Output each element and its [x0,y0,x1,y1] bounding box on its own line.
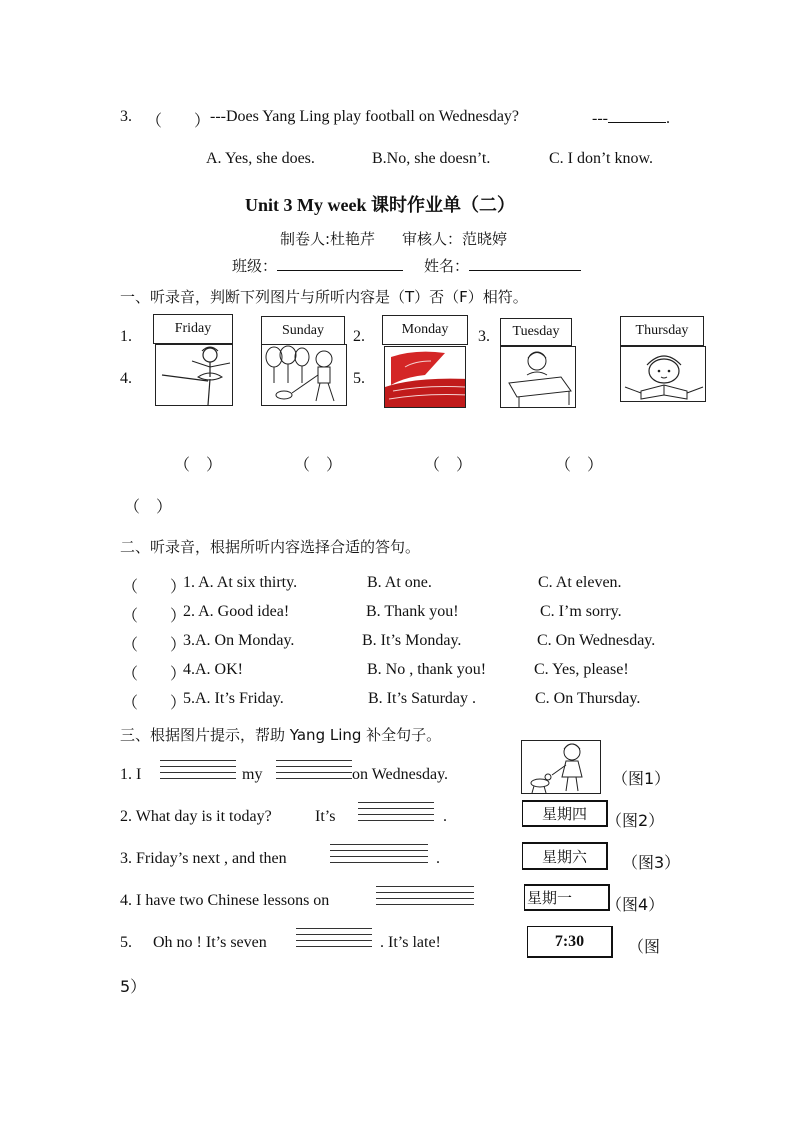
prev-q3-answer-paren[interactable]: （ ） [146,111,211,130]
s3-box-thursday-text: 星期四 [541,805,587,823]
s2-q5-option-a[interactable]: 5.A. It’s Friday. [183,690,284,707]
s3-sentence2-period: . [443,808,447,825]
s2-q4-option-c[interactable]: C. Yes, please! [534,661,629,678]
s3-sentence4-blank[interactable] [376,886,474,910]
label-box-monday [382,315,468,345]
prev-q3-option-a[interactable]: A. Yes, she does. [206,150,315,167]
s3-sentence5-end: . It’s late! [380,934,441,951]
label-friday: Friday [174,321,212,336]
s2-q4-option-a[interactable]: 4.A. OK! [183,661,243,678]
name-field[interactable] [424,255,581,276]
s3-sentence3-period: . [436,850,440,867]
s1-answer-2[interactable]: （ ） [294,455,343,474]
picture-reading-girl [620,346,706,402]
s3-sentence2-blank[interactable] [358,802,434,826]
label-box-tuesday [500,318,572,346]
s3-sentence3-start: 3. Friday’s next , and then [120,850,287,867]
s3-figure3-label: （图3） [622,853,681,872]
class-label: 班级： [232,257,278,275]
reading-girl-icon [621,347,706,402]
prev-q3-period: . [665,110,670,127]
label-thursday: Thursday [635,323,689,338]
s3-sentence1-end: on Wednesday. [352,766,449,783]
s2-q2-option-c[interactable]: C. I’m sorry. [540,603,622,620]
picture-running-track [384,346,466,408]
s3-box-thursday [522,800,608,827]
s3-box-monday [524,884,610,911]
s3-box-time-text: 7:30 [554,932,585,950]
park-walk-icon [262,345,347,406]
class-underline [277,256,403,271]
s2-q1-option-b[interactable]: B. At one. [367,574,432,591]
prev-q3-option-b[interactable]: B.No, she doesn’t. [372,150,491,167]
reviewer-label: 审核人：范晓婷 [402,230,508,248]
maker-label: 制卷人:杜艳芹 [280,230,376,248]
s2-q5-paren[interactable]: （ ） [122,693,187,712]
section1-heading: 一、听录音，判断下列图片与所听内容是（T）否（F）相符。 [120,288,528,306]
prev-q3-option-c[interactable]: C. I don’t know. [549,150,653,167]
s3-sentence5-blank[interactable] [296,928,372,952]
s2-q1-paren[interactable]: （ ） [122,577,187,596]
label-tuesday: Tuesday [512,324,560,339]
s1-answer-3[interactable]: （ ） [424,455,473,474]
s3-sentence4-start: 4. I have two Chinese lessons on [120,892,330,909]
s2-q3-option-a[interactable]: 3.A. On Monday. [183,632,295,649]
s3-figure1-label: （图1） [612,769,671,788]
s3-sentence1-start: 1. I [120,766,142,783]
s1-number-2: 2. [353,328,365,345]
s2-q1-option-c[interactable]: C. At eleven. [538,574,622,591]
page-title: Unit 3 My week 课时作业单（二） [245,195,515,215]
s1-answer-5[interactable]: （ ） [124,497,173,516]
s2-q3-paren[interactable]: （ ） [122,635,187,654]
s3-figure2-label: （图2） [606,811,665,830]
picture-girl-walking-dog [521,740,601,794]
picture-park-walk [261,344,347,406]
label-sunday: Sunday [282,323,324,338]
s2-q3-option-c[interactable]: C. On Wednesday. [537,632,656,649]
s3-figure5-label: （图 [628,937,661,956]
s2-q5-option-b[interactable]: B. It’s Saturday . [368,690,476,707]
label-box-sunday [261,316,345,346]
prev-q3-underline [608,108,666,123]
s3-box-monday-text: 星期一 [527,889,573,907]
s2-q1-option-a[interactable]: 1. A. At six thirty. [183,574,298,591]
label-box-friday [153,314,233,344]
s1-number-3: 3. [478,328,490,345]
prev-q3-answer-blank[interactable] [592,108,670,128]
s3-sentence1-blank1[interactable] [160,760,236,784]
s1-answer-1[interactable]: （ ） [174,455,223,474]
s3-sentence1-mid: my [242,766,263,783]
s3-sentence5-number: 5. [120,934,132,951]
prev-q3-question: ---Does Yang Ling play football on Wednesday? [210,108,520,125]
s3-figure4-label: （图4） [606,895,665,914]
name-underline [469,256,581,271]
s3-box-time [527,926,613,958]
s3-sentence2-start: 2. What day is it today? [120,808,272,825]
s1-number-5: 5. [353,370,365,387]
s1-number-4: 4. [120,370,132,387]
s3-sentence2-its: It’s [315,808,336,825]
label-monday: Monday [401,322,449,337]
running-track-icon [385,347,466,408]
section2-heading: 二、听录音，根据所听内容选择合适的答句。 [120,538,421,556]
s2-q5-option-c[interactable]: C. On Thursday. [535,690,641,707]
name-label: 姓名： [424,257,470,275]
label-box-thursday [620,316,704,346]
s2-q4-paren[interactable]: （ ） [122,664,187,683]
picture-ballet-girl [155,344,233,406]
picture-desk-boy [500,346,576,408]
ballet-girl-icon [156,345,233,406]
s3-box-saturday-text: 星期六 [541,847,587,866]
prev-q3-number: 3. [120,108,132,125]
s3-figure5-label-wrap: 5） [120,977,147,996]
s1-number-1: 1. [120,328,132,345]
s2-q4-option-b[interactable]: B. No , thank you! [367,661,487,678]
s2-q2-paren[interactable]: （ ） [122,606,187,625]
section3-heading: 三、根据图片提示，帮助 Yang Ling 补全句子。 [120,726,442,744]
girl-walking-dog-icon [522,741,601,794]
s2-q2-option-a[interactable]: 2. A. Good idea! [183,603,290,620]
s2-q3-option-b[interactable]: B. It’s Monday. [362,632,462,649]
s1-answer-4[interactable]: （ ） [555,455,604,474]
desk-boy-icon [501,347,576,408]
s2-q2-option-b[interactable]: B. Thank you! [366,603,459,620]
s3-box-saturday [522,842,608,870]
s3-sentence5-start: Oh no ! It’s seven [153,934,267,951]
s3-sentence3-blank[interactable] [330,844,428,868]
s3-sentence1-blank2[interactable] [276,760,352,784]
prev-q3-answer-prefix: --- [592,110,608,127]
class-field[interactable] [232,255,403,276]
